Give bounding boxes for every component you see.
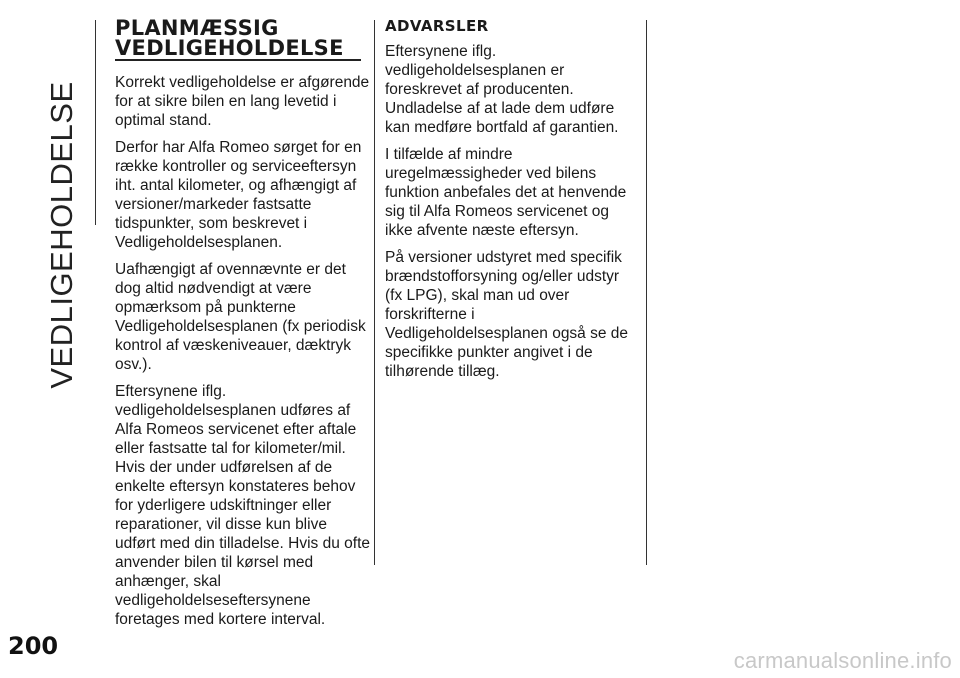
divider-left xyxy=(95,20,96,225)
paragraph: I tilfælde af mindre uregelmæssigheder ved bilens funktion anbefales det at henvende sig til Alfa Romeos servicenet og ikke afvente næste eftersyn. xyxy=(385,146,627,239)
paragraph: Derfor har Alfa Romeo sørget for en række kontroller og serviceeftersyn iht. antal kilometer, og afhængigt af versioner/markeder fastsatte tidspunkter, som beskrevet i Vedligeholdelsesplanen. xyxy=(115,139,362,251)
divider-middle xyxy=(374,20,375,565)
title-line-2: VEDLIGEHOLDELSE xyxy=(115,36,344,60)
page-number: 200 xyxy=(8,632,59,660)
column-maintenance xyxy=(115,18,370,637)
paragraph: Korrekt vedligeholdelse er afgørende for at sikre bilen en lang levetid i optimal stand. xyxy=(115,74,370,129)
column-warnings xyxy=(385,18,640,389)
paragraph: På versioner udstyret med specifik brændstofforsyning og/eller udstyr (fx LPG), skal man ud over forskrifterne i Vedligeholdelsesplanen også se de specifikke punkter angivet i de tilhørende tillæg. xyxy=(385,249,629,380)
warnings-heading: ADVARSLER xyxy=(385,17,489,35)
watermark: carmanualsonline.info xyxy=(733,648,952,673)
title-line-1: PLANMÆSSIG xyxy=(115,16,279,40)
section-side-label-text: VEDLIGEHOLDELSE xyxy=(44,81,79,389)
paragraph: Eftersynene iflg. vedligeholdelsesplanen er foreskrevet af producenten. Undladelse af at lade dem udføre kan medføre bortfald af garantien. xyxy=(385,43,619,136)
paragraph: Eftersynene iflg. vedligeholdelsesplanen udføres af Alfa Romeos servicenet efter aftale eller fastsatte tal for kilometer/mil. Hvis der under udførelsen af de enkelte eftersyn konstateres behov for yderligere udskiftninger eller reparationer, vil disse kun blive udført med din tilladelse. Hvis du ofte anvender bilen til kørsel med anhænger, skal vedligeholdelseseftersynene foretages med kortere interval. xyxy=(115,383,371,628)
divider-right xyxy=(646,20,647,565)
paragraph: Uafhængigt af ovennævnte er det dog altid nødvendigt at være opmærksom på punkterne Vedligeholdelsesplanen (fx periodisk kontrol af væskeniveauer, dæktryk osv.). xyxy=(115,261,366,373)
page-title xyxy=(115,18,361,61)
